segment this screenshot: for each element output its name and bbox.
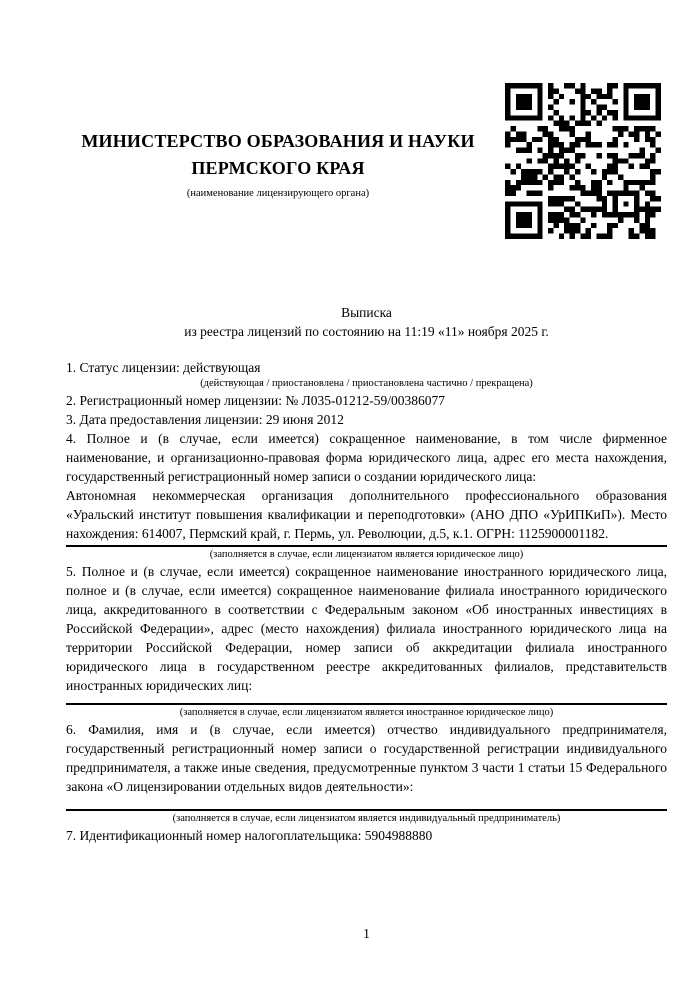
field-license-status-caption: (действующая / приостановлена / приостановлена частично / прекращена): [200, 378, 533, 389]
fill-line-foreign-entity: [66, 703, 667, 705]
field-legal-entity-value: Автономная некоммерческая организация дополнительного профессионального образования «Уральский институт повышения квалификации и переподготовки» (АНО ДПО «УрИПКиП»). Место нахождения: 614007, Пермский край, г. Пермь, ул. Революции, д.5, к.1. ОГРН: 1125900001182.: [66, 488, 667, 541]
field-license-status: 1. Статус лицензии: действующая: [66, 360, 261, 375]
field-legal-entity-question: 4. Полное и (в случае, если имеется) сокращенное наименование, в том числе фирменное наименование, и организационно-правовая форма юридического лица, адрес его места нахождения, государственный регистрационный номер записи о создании юридического лица:: [66, 431, 667, 484]
field-entrepreneur-question: 6. Фамилия, имя и (в случае, если имеется) отчество индивидуального предпринимателя, государственный регистрационный номер записи о государственной регистрации индивидуального предпринимателя, а также иные сведения, предусмотренные пунктом 3 части 1 статьи 15 Федерального закона «О лицензировании отдельных видов деятельности»:: [66, 722, 667, 794]
fill-line-entrepreneur: [66, 809, 667, 811]
document-header: [66, 128, 490, 201]
field-foreign-entity-question: 5. Полное и (в случае, если имеется) сокращенное наименование иностранного юридического лица, полное и (в случае, если имеется) сокращенное наименование филиала иностранного юридического лица, аккредитованного в соответствии с Федеральным законом «Об иностранных инвестициях в Российской Федерации», адрес (место нахождения) филиала иностранного юридического лица на территории Российской Федерации, номер записи об аккредитации филиала иностранного юридического лица в государственном реестре аккредитованных филиалов, представительств иностранных юридических лиц:: [66, 564, 667, 693]
qr-code-icon: [505, 83, 661, 239]
field-registration-number: 2. Регистрационный номер лицензии: № Л035-01212-59/00386077: [66, 393, 446, 408]
licensing-authority-caption: (наименование лицензирующего органа): [186, 188, 370, 199]
fill-line-legal-entity: [66, 545, 667, 547]
document-body: [66, 358, 667, 845]
page-number: 1: [363, 926, 370, 941]
licensing-authority-name: МИНИСТЕРСТВО ОБРАЗОВАНИЯ И НАУКИ ПЕРМСКОГО КРАЯ: [81, 131, 475, 178]
document-title: Выписка: [341, 305, 392, 320]
document-subtitle: из реестра лицензий по состоянию на 11:19 «11» ноября 2025 г.: [184, 324, 549, 339]
field-taxpayer-number: 7. Идентификационный номер налогоплательщика: 5904988880: [66, 828, 433, 843]
document-title-block: [66, 303, 667, 341]
field-grant-date: 3. Дата предоставления лицензии: 29 июня 2012: [66, 412, 344, 427]
fill-line-foreign-entity-caption: (заполняется в случае, если лицензиатом является иностранное юридическое лицо): [179, 707, 554, 718]
fill-line-legal-entity-caption: (заполняется в случае, если лицензиатом является юридическое лицо): [209, 549, 524, 560]
fill-line-entrepreneur-caption: (заполняется в случае, если лицензиатом является индивидуальный предприниматель): [172, 813, 561, 824]
